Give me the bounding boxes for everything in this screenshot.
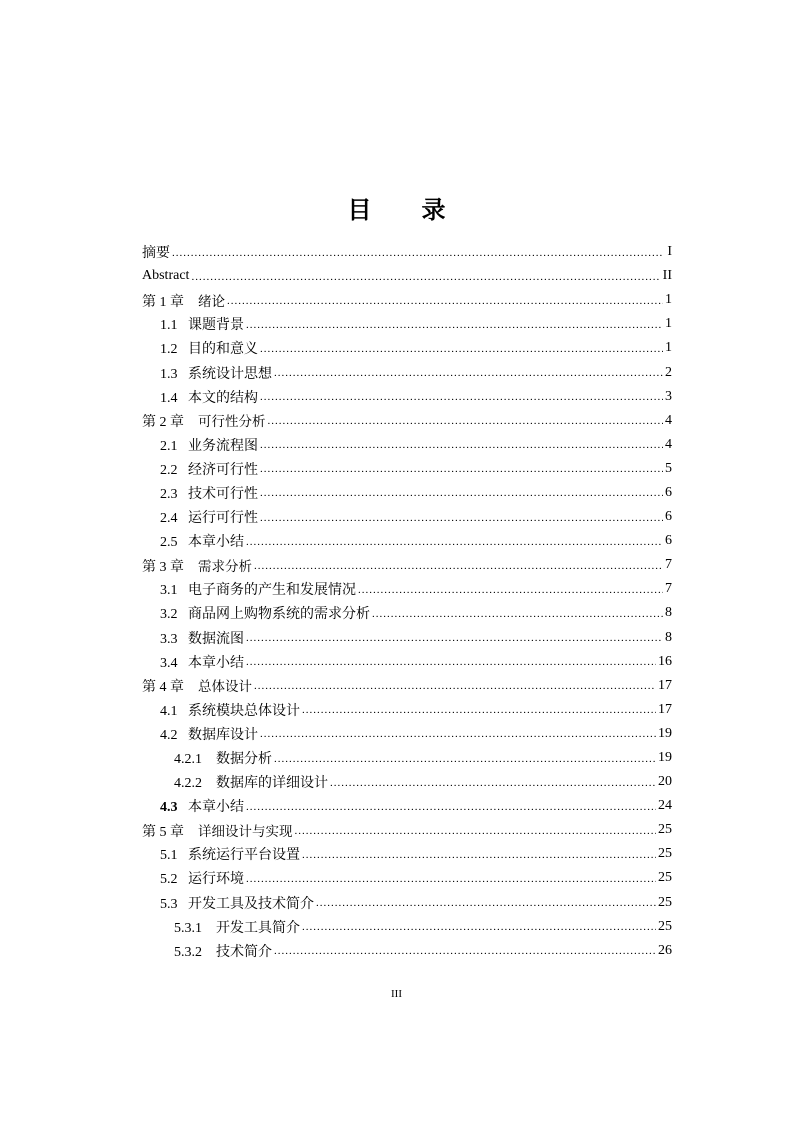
toc-entry-page: 4 [665,412,672,428]
toc-entry[interactable] [142,939,672,963]
toc-entry-number: 第 1 章 [142,294,184,310]
toc-entry[interactable] [142,385,672,409]
toc-entry-title: 绪论 [198,293,225,310]
toc-entry-page: 25 [658,846,672,862]
toc-entry-label [160,483,258,503]
toc-entry-number: 第 3 章 [142,559,184,575]
page-number: III [391,988,402,1000]
toc-entry-label [174,772,328,792]
toc-entry-title: 系统设计思想 [188,366,272,382]
toc-entry-page: 2 [665,364,672,380]
toc-entry-label [160,507,258,527]
dot-leader [302,850,656,861]
toc-entry[interactable] [142,650,672,674]
toc-entry-title: 技术简介 [216,944,272,960]
toc-entry-page: 1 [665,292,672,308]
toc-entry[interactable] [142,626,672,650]
toc-entry-page: 17 [658,701,672,717]
dot-leader [295,826,657,837]
toc-entry-page: 7 [665,581,672,597]
dot-leader [372,609,663,620]
toc-entry[interactable] [142,336,672,360]
toc-entry-title: 运行环境 [188,872,244,888]
toc-entry-page: 8 [665,629,672,645]
dot-leader [227,296,663,307]
toc-entry-page: 3 [665,388,672,404]
toc-entry-title: 目的和意义 [188,342,258,358]
dot-leader [172,248,664,259]
toc-entry-number: 2.3 [160,486,178,502]
toc-entry-label [142,290,225,311]
dot-leader [246,633,663,644]
toc-entry-page: 6 [665,484,672,500]
toc-heading [0,190,793,225]
toc-entry-page: 16 [658,653,672,669]
toc-entry-title: 详细设计与实现 [198,823,293,840]
toc-entry-label [160,796,244,816]
toc-entry-page: II [662,268,672,284]
toc-entry-label [160,652,244,672]
toc-entry-label [174,917,300,937]
toc-entry-title: 数据库的详细设计 [216,776,328,792]
toc-entry-number: 5.2 [160,872,178,888]
toc-entry-number: 4.2 [160,727,178,743]
toc-entry-label [174,748,272,768]
toc-entry-label [160,700,300,720]
toc-entry[interactable] [142,288,672,312]
toc-entry[interactable] [142,818,672,842]
toc-heading-char-1: 目 [347,196,372,224]
toc-entry-number: 3.2 [160,607,178,623]
toc-entry[interactable] [142,842,672,866]
toc-entry[interactable] [142,674,672,698]
toc-entry-title: 摘要 [142,246,170,262]
toc-entry-number: 2.1 [160,438,178,454]
toc-entry-title: 系统模块总体设计 [188,703,300,719]
dot-leader [246,802,656,813]
toc-entry-page: 6 [665,533,672,549]
toc-entry-label [142,675,252,696]
dot-leader [274,754,656,765]
toc-entry-title: 数据分析 [216,752,272,768]
toc-entry-page: 7 [665,557,672,573]
toc-entry[interactable] [142,770,672,794]
toc-entry-page: I [667,244,672,260]
toc-entry-title: 数据库设计 [188,727,258,743]
dot-leader [260,440,663,451]
toc-heading-char-2: 录 [421,196,446,224]
toc-entry[interactable] [142,529,672,553]
toc-entry[interactable] [142,409,672,433]
toc-entry-number: 2.5 [160,535,178,551]
toc-entry-number: 1.1 [160,318,178,334]
dot-leader [316,898,656,909]
toc-entry-label [142,820,293,841]
toc-entry-title: 经济可行性 [188,462,258,478]
toc-entry-label [142,555,252,576]
toc-entry[interactable] [142,457,672,481]
toc-entry-label [160,724,258,744]
toc-entry-page: 4 [665,436,672,452]
toc-entry-label [174,941,272,961]
dot-leader [260,344,663,355]
toc-entry-page: 6 [665,509,672,525]
toc-entry[interactable] [142,746,672,770]
toc-entry[interactable] [142,866,672,890]
toc-entry[interactable] [142,360,672,384]
dot-leader [260,513,663,524]
dot-leader [254,681,656,692]
toc-entry[interactable] [142,722,672,746]
toc-entry-number: 1.4 [160,390,178,406]
toc-entry-page: 8 [665,605,672,621]
toc-entry-label [160,868,244,888]
toc-entry[interactable] [142,891,672,915]
dot-leader [260,488,663,499]
toc-entry-label [160,628,244,648]
toc-entry[interactable] [142,794,672,818]
toc-entry-number: 4.2.2 [174,776,202,792]
toc-entry-number: 2.4 [160,511,178,527]
toc-entry-page: 25 [658,870,672,886]
toc-entry-label [160,314,244,334]
dot-leader [246,320,663,331]
toc-entry-title: 本章小结 [188,655,244,671]
toc-entry[interactable] [142,915,672,939]
table-of-contents [142,240,672,963]
dot-leader [246,874,656,885]
dot-leader [274,946,656,957]
toc-entry-number: 3.3 [160,631,178,647]
toc-entry-number: 3.4 [160,655,178,671]
dot-leader [268,416,664,427]
toc-entry-page: 25 [658,822,672,838]
toc-entry[interactable] [142,553,672,577]
toc-entry-number: 3.1 [160,583,178,599]
toc-entry[interactable] [142,577,672,601]
dot-leader [254,561,663,572]
toc-entry-page: 26 [658,942,672,958]
toc-entry-label [142,242,170,262]
toc-entry[interactable] [142,240,672,264]
toc-entry-number: 4.1 [160,703,178,719]
toc-entry-label [160,844,300,864]
toc-entry-number: 4.2.1 [174,752,202,768]
dot-leader [246,657,656,668]
toc-entry-page: 25 [658,918,672,934]
toc-entry-number: 第 2 章 [142,415,184,431]
toc-entry-title: 需求分析 [198,558,252,575]
toc-entry[interactable] [142,312,672,336]
dot-leader [246,537,663,548]
toc-entry-number: 1.3 [160,366,178,382]
toc-entry-page: 5 [665,460,672,476]
toc-entry-title: 开发工具及技术简介 [188,896,314,912]
toc-entry-page: 1 [665,316,672,332]
toc-entry-page: 25 [658,894,672,910]
toc-entry-label [160,459,258,479]
toc-entry-title: 技术可行性 [188,486,258,502]
dot-leader [358,585,663,596]
toc-entry-label [160,435,258,455]
toc-entry-number: 5.3 [160,896,178,912]
toc-entry-label [160,579,356,599]
toc-entry-number: 5.3.2 [174,944,202,960]
toc-entry-title: Abstract [142,268,190,284]
toc-entry[interactable] [142,264,672,288]
toc-entry-label [160,603,370,623]
toc-entry-number: 第 5 章 [142,824,184,840]
toc-entry-number: 1.2 [160,342,178,358]
toc-entry-title: 总体设计 [198,679,252,696]
toc-entry-label [160,338,258,358]
toc-entry-page: 24 [658,798,672,814]
toc-entry-title: 商品网上购物系统的需求分析 [188,607,370,623]
toc-entry-label [160,893,314,913]
toc-entry-title: 业务流程图 [188,438,258,454]
toc-entry-title: 课题背景 [188,318,244,334]
toc-entry-title: 电子商务的产生和发展情况 [188,583,356,599]
toc-entry-page: 19 [658,725,672,741]
toc-entry-page: 20 [658,774,672,790]
dot-leader [191,272,660,283]
toc-entry[interactable] [142,481,672,505]
toc-entry-page: 1 [665,340,672,356]
toc-entry-title: 运行可行性 [188,511,258,527]
toc-entry-label [142,268,189,284]
toc-entry-label [160,363,272,383]
dot-leader [260,464,663,475]
toc-entry-title: 开发工具简介 [216,920,300,936]
toc-entry-title: 系统运行平台设置 [188,848,300,864]
toc-entry-title: 本文的结构 [188,390,258,406]
toc-entry[interactable] [142,698,672,722]
toc-entry-page: 17 [658,677,672,693]
dot-leader [330,778,656,789]
toc-entry-number: 第 4 章 [142,680,184,696]
toc-entry-label [160,531,244,551]
toc-entry-label [142,410,266,431]
toc-entry-title: 本章小结 [188,800,244,816]
toc-entry[interactable] [142,505,672,529]
dot-leader [274,368,663,379]
toc-entry-label [160,387,258,407]
dot-leader [260,729,656,740]
toc-entry-number: 2.2 [160,462,178,478]
toc-entry-number: 4.3 [160,800,178,816]
dot-leader [260,392,663,403]
toc-entry-number: 5.1 [160,848,178,864]
dot-leader [302,922,656,933]
toc-entry-title: 数据流图 [188,631,244,647]
toc-entry[interactable] [142,433,672,457]
toc-entry-page: 19 [658,750,672,766]
toc-entry-title: 可行性分析 [198,414,266,431]
toc-entry[interactable] [142,601,672,625]
dot-leader [302,705,656,716]
toc-entry-title: 本章小结 [188,535,244,551]
toc-entry-number: 5.3.1 [174,920,202,936]
